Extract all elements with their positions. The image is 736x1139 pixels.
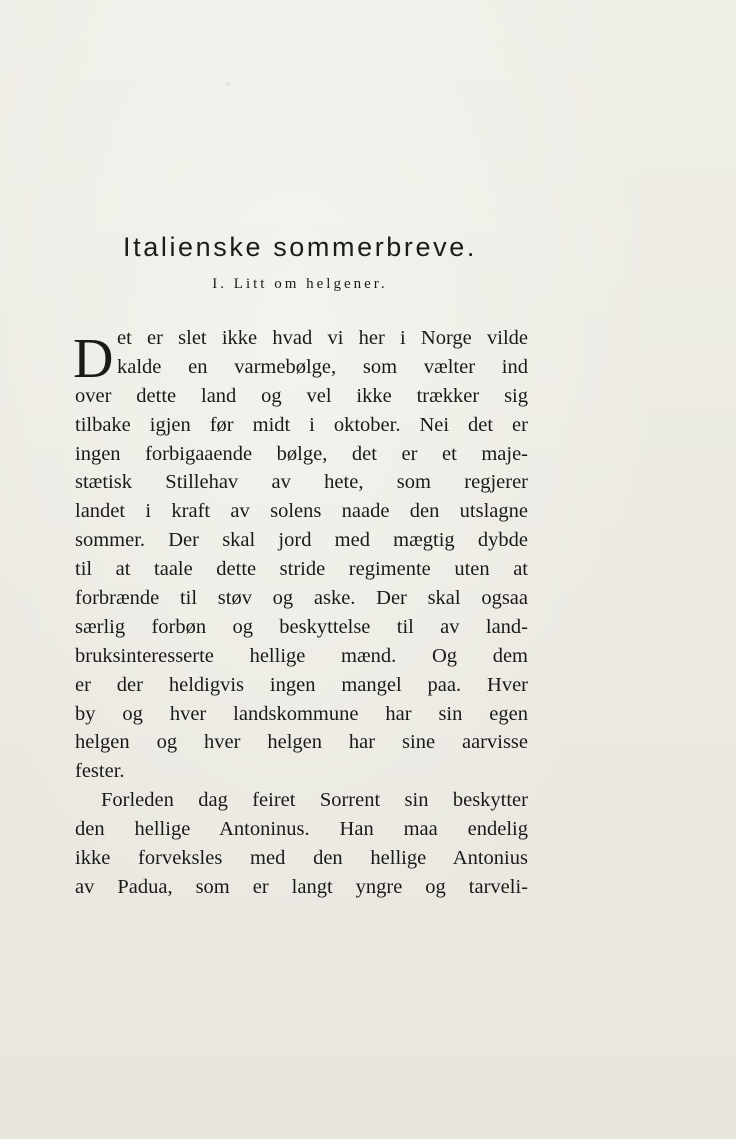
body-text [75,324,528,902]
text-line: tilbake igjen før midt i oktober. Nei det er [75,413,528,436]
text-line: ingen forbigaaende bølge, det er et maje- [75,442,528,465]
text-line: til at taale dette stride regimente uten at [75,558,528,581]
page-title: Italienske sommerbreve. [123,232,477,262]
text-line: kalde en varmebølge, som vælter ind [117,355,528,378]
text-line: ikke forveksles med den hellige Antonius [75,847,528,870]
text-line: den hellige Antoninus. Han maa endelig [75,818,528,841]
text-line: over dette land og vel ikke trækker sig [75,384,528,407]
text-line: bruksinteresserte hellige mænd. Og dem [75,644,528,667]
text-line: by og hver landskommune har sin egen [75,702,528,725]
section-subtitle: I. Litt om helgener. [212,276,388,292]
text-line: helgen og hver helgen har sine aarvisse [75,731,528,754]
text-line: er der heldigvis ingen mangel paa. Hver [75,673,528,696]
text-line: et er slet ikke hvad vi her i Norge vilde [117,327,528,349]
text-line: Forleden dag feiret Sorrent sin beskytter [101,789,528,812]
drop-cap: D [73,328,114,390]
text-line: forbrænde til støv og aske. Der skal ogsaa [75,587,528,610]
text-line: særlig forbøn og beskyttelse til av land- [75,615,528,638]
text-line: fester. [75,760,125,783]
text-line: av Padua, som er langt yngre og tarveli- [75,875,528,898]
paper-mark: ᵘ [226,80,230,91]
text-line: stætisk Stillehav av hete, som regjerer [75,471,528,494]
text-line: landet i kraft av solens naade den utslagne [75,500,528,523]
text-line: sommer. Der skal jord med mægtig dybde [75,529,528,552]
